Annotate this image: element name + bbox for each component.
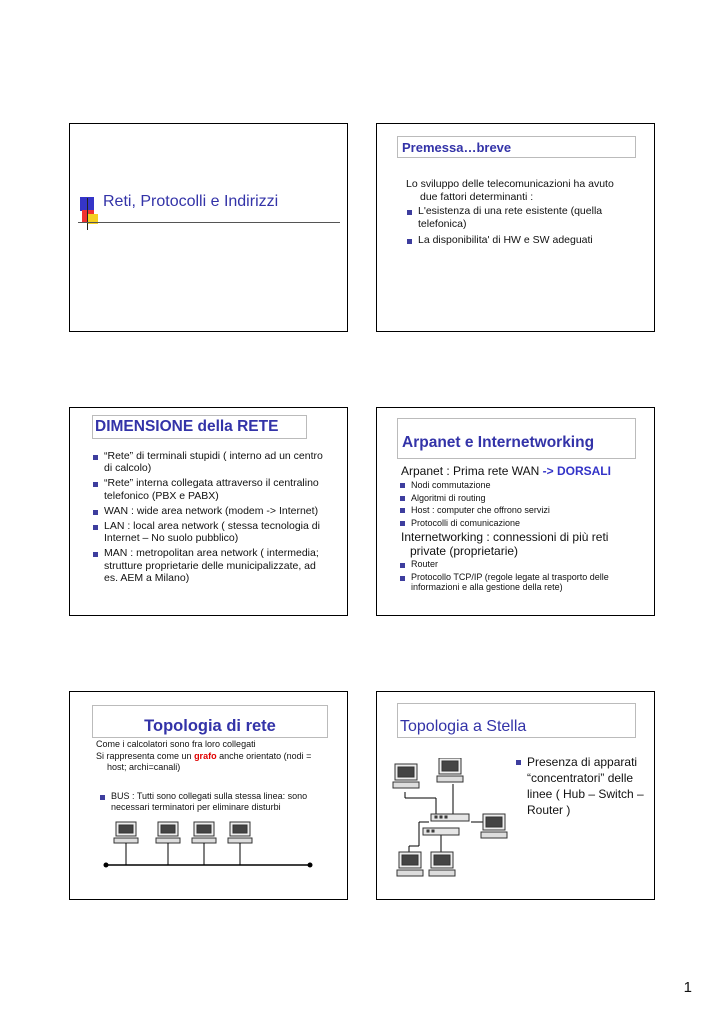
grafo-highlight: grafo [194,751,217,761]
slide-5 [69,691,348,900]
computer-icon [156,822,180,843]
page-number: 1 [683,979,692,996]
intro-line-2: due fattori determinanti : [420,191,534,203]
list-item: WAN : wide area network (modem -> Internet) [92,505,324,517]
internetworking-list [399,559,639,593]
line-2 [96,751,311,761]
list-item: Presenza di apparati “concentratori” delle linee ( Hub – Switch – Router ) [515,754,647,818]
list-item: Nodi commutazione [399,479,639,492]
list-item: Protocollo TCP/IP (regole legate al trasporto delle informazioni e alla gestione della rete) [399,572,639,593]
list-item: MAN : metropolitan area network ( intermedia; strutture proprietarie delle municipalizzate, ad es. AEM a Milano) [92,547,324,584]
list-item: Protocolli di comunicazione [399,517,639,530]
list-item: Host : computer che offrono servizi [399,504,639,517]
switch-icon [423,828,459,835]
list-item: L'esistenza di una rete esistente (quella telefonica) [406,205,628,231]
intro-line-1: Lo sviluppo delle telecomunicazioni ha avuto [406,178,614,190]
arpanet-line [401,464,611,478]
line-3: host; archi=canali) [107,762,181,772]
list-item: BUS : Tutti sono collegati sulla stessa linea: sono necessari terminatori per eliminare disturbi [99,791,321,813]
bus-diagram [70,816,349,886]
arpanet-list [399,479,639,529]
computer-icon [429,852,455,876]
title-underline [78,222,340,223]
arpanet-highlight: -> DORSALI [542,464,611,478]
list-item: LAN : local area network ( stessa tecnologia di Internet – No suolo pubblico) [92,520,324,544]
computer-icon [397,852,423,876]
line-2-prefix: Si rappresenta come un [96,751,195,761]
computer-icon [481,814,507,838]
list-item: “Rete” interna collegata attraverso il centralino telefonico (PBX e PABX) [92,477,324,501]
slide-title: Premessa…breve [402,140,512,155]
slide-6 [376,691,655,900]
slide-title: Reti, Protocolli e Indirizzi [103,193,279,210]
internetworking-line-1: Internetworking : connessioni di più reti [401,530,609,544]
logo-vertical-line [87,198,88,230]
bullet-list [406,205,628,247]
computer-icon [114,822,138,843]
star-diagram [389,758,517,880]
title-box [397,136,636,158]
title-box [92,705,328,738]
list-item: La disponibilita' di HW e SW adeguati [406,234,628,247]
terminator-left [104,863,109,868]
bullet-list [99,791,321,813]
slide-title: DIMENSIONE della RETE [95,418,279,435]
bullet-list [92,450,324,584]
list-item: Algoritmi di routing [399,492,639,505]
title-box [397,703,636,738]
slide-title: Topologia a Stella [400,718,527,735]
arpanet-prefix: Arpanet : Prima rete WAN [401,464,543,478]
title-box [397,418,636,459]
internetworking-line-2: private (proprietarie) [410,544,519,558]
terminator-right [308,863,313,868]
list-item: Router [399,559,639,570]
computer-icon [192,822,216,843]
list-item: “Rete” di terminali stupidi ( interno ad un centro di calcolo) [92,450,324,474]
title-box [92,415,307,439]
slide-1 [69,123,348,332]
computer-icon [393,764,419,788]
computer-icon [228,822,252,843]
hub-icon [431,814,469,821]
computer-icon [437,758,463,782]
line-2-suffix: anche orientato (nodi = [216,751,312,761]
slide-3 [69,407,348,616]
line-1: Come i calcolatori sono fra loro collegati [96,739,256,749]
slide-2 [376,123,655,332]
slide-title: Topologia di rete [144,717,276,735]
slide-title: Arpanet e Internetworking [402,434,595,451]
slide-4 [376,407,655,616]
bullet-list [515,754,647,818]
